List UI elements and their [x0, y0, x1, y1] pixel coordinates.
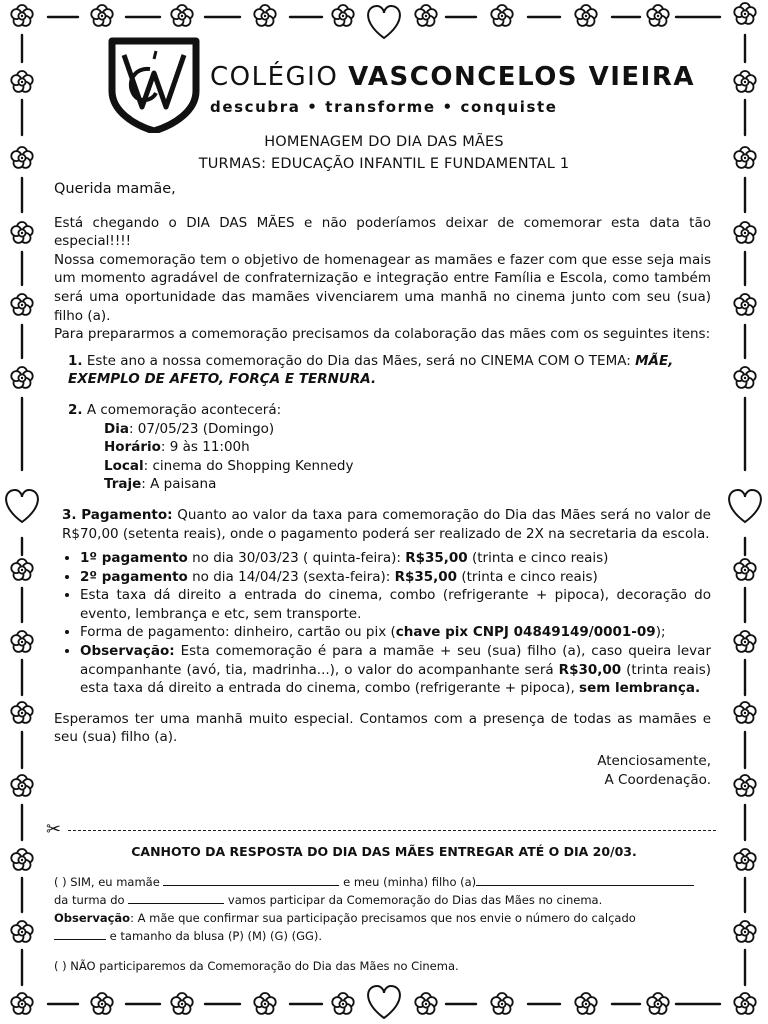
payment-method-text: Forma de pagamento: dinheiro, cartão ou pix ( [80, 624, 396, 641]
payment-1-text: no dia 30/03/23 ( quinta-feira): [187, 550, 406, 567]
paragraph-objective: Nossa comemoração tem o objetivo de homenagear as mamães e fazer com que esse seja mais um momento agradável de confraternização e integração entre Família e Escola, como também será uma oportunidade das mamães vivenciarem uma manhã no cinema junto com seu (sua) filho (a). [54, 251, 711, 324]
payment-2-value: R$35,00 [394, 568, 458, 585]
payment-1-value: R$35,00 [405, 550, 468, 567]
payment-2-text: no dia 14/04/23 (sexta-feira): [187, 568, 395, 585]
payment-item-3: • Esta taxa dá direito a entrada do cinema, combo (refrigerante + pipoca), decoração do evento, lembrança e etc, sem transporte. [80, 586, 711, 623]
school-name-bold: VASCONCELOS VIEIRA [348, 62, 695, 92]
closing-paragraph: Esperamos ter uma manhã muito especial. Contamos com a presença de todas as mamães e seu (sua) filho (a). [54, 710, 711, 746]
item-3-text: Quanto ao valor da taxa para comemoração do Dia das Mães será no valor de R$70,00 (setenta reais), onde o pagamento poderá ser realizado de 2X na secretaria da escola. [62, 506, 711, 542]
payment-2-tail: (trinta e cinco reais) [457, 568, 598, 585]
local-value: : cinema do Shopping Kennedy [143, 457, 354, 474]
signature-line-2: A Coordenação. [604, 771, 711, 788]
observation-text: Esta comemoração é para a mamãe + seu (sua) filho (a), caso queira levar acompanhante (avó, tia, madrinha...), o valor do acompanhante será [80, 643, 711, 678]
document-titles [54, 131, 714, 175]
scissors-icon: ✂ [46, 819, 62, 840]
payment-method-tail: ); [655, 624, 666, 641]
item-1-number: 1. [68, 352, 83, 369]
item-3-number: 3. [62, 506, 77, 523]
stub-participate-text: vamos participar da Comemoração do Dias das Mães no cinema. [224, 893, 603, 907]
school-name-light: COLÉGIO [210, 62, 339, 92]
school-brand [210, 62, 730, 116]
payment-item-2 [80, 568, 711, 587]
class-blank[interactable] [128, 893, 224, 904]
stub-class-text: da turma do [54, 893, 129, 907]
observation-tail: sem lembrança. [579, 680, 701, 697]
paragraph-intro: Está chegando o DIA DAS MÃES e não poderíamos deixar de comemorar esta data tão especial!!!! [54, 214, 711, 250]
payment-item-1 [80, 549, 711, 568]
item-1 [54, 352, 711, 389]
stub-yes-line [54, 873, 714, 891]
item-2-number: 2. [68, 401, 83, 418]
stub-title: CANHOTO DA RESPOSTA DO DIA DAS MÃES ENTREGAR ATÉ O DIA 20/03. [131, 844, 637, 859]
letter-body [54, 180, 711, 789]
detail-dia [54, 420, 711, 439]
payment-1-tail: (trinta e cinco reais) [467, 550, 609, 567]
companion-value: R$30,00 [558, 661, 622, 678]
title-line-2: TURMAS: EDUCAÇÃO INFANTIL E FUNDAMENTAL 1 [198, 156, 570, 172]
detail-traje [54, 475, 711, 494]
stub-child-text: e meu (minha) filho (a) [339, 875, 477, 889]
stub-observation-line [54, 909, 714, 927]
stub-observation-text: : A mãe que confirmar sua participação precisamos que nos envie o número do calçado [130, 911, 636, 925]
item-2 [54, 401, 711, 420]
traje-value: : A paisana [141, 476, 217, 493]
cut-line [46, 821, 716, 841]
paragraph-items-intro: Para prepararmos a comemoração precisamos da colaboração das mães com os seguintes itens: [54, 326, 711, 343]
stub-yes-text: ( ) SIM, eu mamãe [54, 875, 164, 889]
payment-item-5 [80, 642, 711, 698]
traje-label: Traje [104, 476, 142, 493]
horario-value: : 9 às 11:00h [160, 439, 250, 456]
item-3 [54, 506, 711, 543]
item-2-text: A comemoração acontecerá: [86, 401, 282, 418]
payment-list [54, 549, 711, 698]
payment-1-label: 1º pagamento [80, 550, 188, 567]
horario-label: Horário [104, 439, 161, 456]
stub-size-text: e tamanho da blusa (P) (M) (G) (GG). [106, 929, 323, 943]
pix-key: chave pix CNPJ 04849149/0001-09 [395, 624, 656, 641]
child-name-blank[interactable] [476, 875, 694, 886]
greeting: Querida mamãe, [54, 181, 176, 197]
dia-label: Dia [104, 420, 129, 437]
observation-label: Observação: [80, 643, 175, 660]
stub-observation-label: Observação [54, 911, 131, 925]
signature-line-1: Atenciosamente, [597, 753, 711, 770]
item-3-label: Pagamento: [81, 506, 173, 523]
stub-size-line [54, 927, 714, 945]
reply-stub [54, 843, 714, 975]
detail-horario [54, 438, 711, 457]
stub-no-line: ( ) NÃO participaremos da Comemoração do Dia das Mães no Cinema. [54, 959, 459, 973]
title-line-1: HOMENAGEM DO DIA DAS MÃES [264, 134, 504, 150]
dia-value: : 07/05/23 (Domingo) [128, 420, 275, 437]
school-name [210, 62, 730, 92]
observation-text-2: (trinta reais) esta taxa dá direito a entrada do cinema, combo (refrigerante + pipoca), [80, 661, 711, 697]
detail-local [54, 457, 711, 476]
school-tagline: descubra • transforme • conquiste [210, 98, 558, 116]
item-1-theme: MÃE, EXEMPLO DE AFETO, FORÇA E TERNURA. [68, 352, 674, 388]
shoe-size-blank[interactable] [54, 929, 106, 940]
payment-2-label: 2º pagamento [80, 568, 188, 585]
stub-class-line [54, 891, 714, 909]
item-1-text: Este ano a nossa comemoração do Dia das Mães, será no CINEMA COM O TEMA: [86, 352, 636, 369]
payment-item-4 [80, 623, 711, 642]
dashed-cut-line [68, 830, 716, 831]
local-label: Local [104, 457, 144, 474]
mother-name-blank[interactable] [163, 875, 339, 886]
